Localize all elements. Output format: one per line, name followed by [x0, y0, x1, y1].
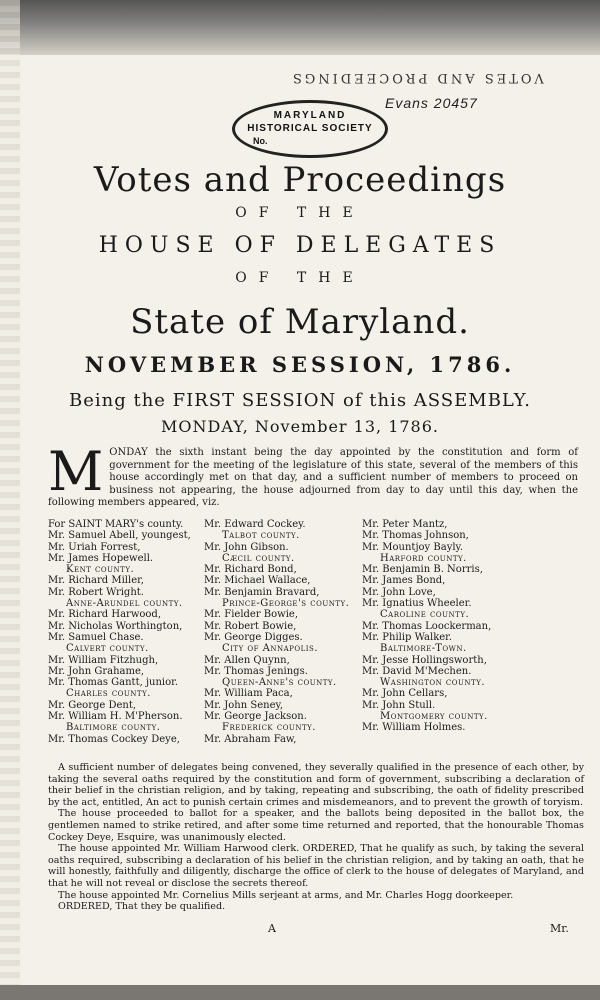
member-name: Mr. Ignatius Wheeler. — [362, 598, 472, 610]
member-name: Mr. Thomas Loockerman, — [362, 620, 492, 632]
proceedings-text — [48, 762, 584, 913]
member-name: Mr. Samuel Abell, youngest, — [48, 530, 191, 542]
member-name: Mr. John Stull. — [362, 699, 436, 711]
paragraph-serjeant: The house appointed Mr. Cornelius Mills serjeant at arms, and Mr. Charles Hogg doorkeeper. — [58, 889, 514, 901]
member-name: Mr. Fielder Bowie, — [204, 609, 299, 621]
member-name: Mr. Richard Bond, — [204, 564, 297, 576]
member-name: Mr. Mountjoy Bayly. — [362, 541, 464, 553]
member-name: Mr. Robert Wright. — [48, 586, 144, 598]
catchword: Mr. — [550, 922, 569, 935]
page-margin — [0, 0, 20, 1000]
paragraph-ordered: ORDERED, That they be qualified. — [58, 901, 226, 913]
scan-edge — [0, 985, 600, 1000]
date-heading: MONDAY, November 13, 1786. — [161, 417, 439, 436]
opening-paragraph — [48, 440, 578, 510]
title-of-the-1: OF THE — [235, 205, 365, 221]
spine-text: VOTES AND PROCEEDINGS — [290, 70, 544, 85]
member-name: Mr. John Love, — [362, 586, 436, 598]
stamp-line-1: MARYLAND — [273, 110, 347, 121]
paragraph-speaker: The house proceeded to ballot for a speaker, and the ballots being deposited in the ballot box, the gentlemen named to strike retired, and after some time returned and reported, that the honourable Thomas Cockey Deye, Esquire, was unanimously elected. — [48, 808, 584, 843]
county-heading: Talbot county. — [222, 530, 300, 542]
county-heading: City of Annapolis. — [222, 643, 319, 655]
title-votes: Votes and Proceedings — [93, 160, 507, 200]
member-name: Mr. William Paca, — [204, 688, 293, 700]
county-heading: Cæcil county. — [222, 552, 295, 564]
member-name: Mr. Jesse Hollingsworth, — [362, 654, 487, 666]
member-name: Mr. James Hopewell. — [48, 552, 154, 564]
member-name: Mr. John Gibson. — [204, 541, 289, 553]
member-name: Mr. John Grahame, — [48, 665, 145, 677]
members-column-2 — [204, 519, 349, 745]
member-name: Mr. Richard Harwood, — [48, 609, 162, 621]
member-name: Mr. David M'Mechen. — [362, 665, 472, 677]
member-name: Mr. William Holmes. — [362, 722, 466, 734]
county-heading: Montgomery county. — [380, 711, 488, 723]
member-name: Mr. Thomas Gantt, junior. — [48, 677, 179, 689]
member-name: Mr. James Bond, — [362, 575, 446, 587]
county-heading: Frederick county. — [222, 722, 316, 734]
member-name: Mr. Benjamin B. Norris, — [362, 564, 483, 576]
first-session-heading: Being the FIRST SESSION of this ASSEMBLY. — [68, 390, 532, 411]
paragraph-clerk: The house appointed Mr. William Harwood clerk. ORDERED, That he qualify as such, by taking the several oaths required, subscribing a declaration of his belief in the christian religion, and by taking an oath, that he will honestly, faithfully and diligently, discharge the office of clerk to the house of delegates of Maryland, and that he will not reveal or disclose the secrets thereof. — [48, 843, 584, 889]
member-name: Mr. Nicholas Worthington, — [48, 620, 183, 632]
county-heading: Charles county. — [66, 688, 151, 700]
county-heading: Kent county. — [66, 564, 135, 576]
county-heading: Harford county. — [380, 552, 467, 564]
member-name: Mr. William H. M'Pherson. — [48, 711, 183, 723]
county-heading: Caroline county. — [380, 609, 470, 621]
county-heading: Washington county. — [380, 677, 486, 689]
library-stamp — [232, 100, 388, 158]
signature-mark: A — [268, 922, 276, 935]
member-name: Mr. Uriah Forrest, — [48, 541, 141, 553]
county-heading: Baltimore-Town. — [380, 643, 467, 655]
member-name: Mr. Robert Bowie, — [204, 620, 297, 632]
member-name: Mr. George Digges. — [204, 631, 303, 643]
member-name: Mr. Peter Mantz, — [362, 519, 448, 530]
member-name: For SAINT MARY's county. — [48, 519, 184, 530]
member-name: Mr. Philip Walker. — [362, 631, 453, 643]
member-name: Mr. Michael Wallace, — [204, 575, 311, 587]
scan-shadow — [0, 0, 600, 55]
member-name: Mr. Thomas Jenings. — [204, 665, 308, 677]
member-name: Mr. Abraham Faw, — [204, 733, 297, 745]
member-name: Mr. William Fitzhugh, — [48, 654, 159, 666]
evans-number: Evans 20457 — [385, 95, 478, 111]
member-name: Mr. Edward Cockey. — [204, 519, 306, 530]
member-name: Mr. George Dent, — [48, 699, 137, 711]
drop-cap: M — [48, 440, 104, 503]
title-of-the-2: OF THE — [235, 270, 365, 286]
member-name: Mr. Thomas Johnson, — [362, 530, 469, 542]
member-name: Mr. John Seney, — [204, 699, 283, 711]
title-house: HOUSE OF DELEGATES — [98, 233, 502, 258]
county-heading: Calvert county. — [66, 643, 149, 655]
county-heading: Anne-Arundel county. — [66, 598, 183, 610]
stamp-line-2: HISTORICAL SOCIETY — [247, 123, 373, 134]
members-column-3 — [362, 519, 491, 734]
member-name: Mr. Richard Miller, — [48, 575, 144, 587]
member-name: Mr. Allen Quynn, — [204, 654, 290, 666]
county-heading: Prince-George's county. — [222, 598, 350, 610]
members-column-1 — [48, 519, 191, 745]
member-name: Mr. Benjamin Bravard, — [204, 586, 320, 598]
county-heading: Queen-Anne's county. — [222, 677, 337, 689]
title-state: State of Maryland. — [130, 302, 470, 342]
county-heading: Baltimore county. — [66, 722, 161, 734]
stamp-line-3: No. — [253, 136, 268, 146]
member-name: Mr. Thomas Cockey Deye, — [48, 733, 180, 745]
member-name: Mr. John Cellars, — [362, 688, 448, 700]
paragraph-qualification: A sufficient number of delegates being convened, they severally qualified in the presence of each other, by taking the several oaths required by the constitution and form of government, subscribing a declaration of their belief in the christian religion, and by taking, repeating and subscribing, the oath of fidelity prescribed by the act, entitled, An act to punish certain crimes and misdemeanors, and to prevent the growth of toryism. — [48, 762, 584, 808]
member-name: Mr. George Jackson. — [204, 711, 307, 723]
member-name: Mr. Samuel Chase. — [48, 631, 144, 643]
session-heading: NOVEMBER SESSION, 1786. — [84, 352, 516, 377]
opening-text: ONDAY the sixth instant being the day appointed by the constitution and form of government for the meeting of the legislature of this state, several of the members of this house accordingly met on that day, and a sufficient number of members to proceed on business not appearing, the house adjourned from day to day until this day, when the following members appeared, viz. — [48, 447, 578, 508]
